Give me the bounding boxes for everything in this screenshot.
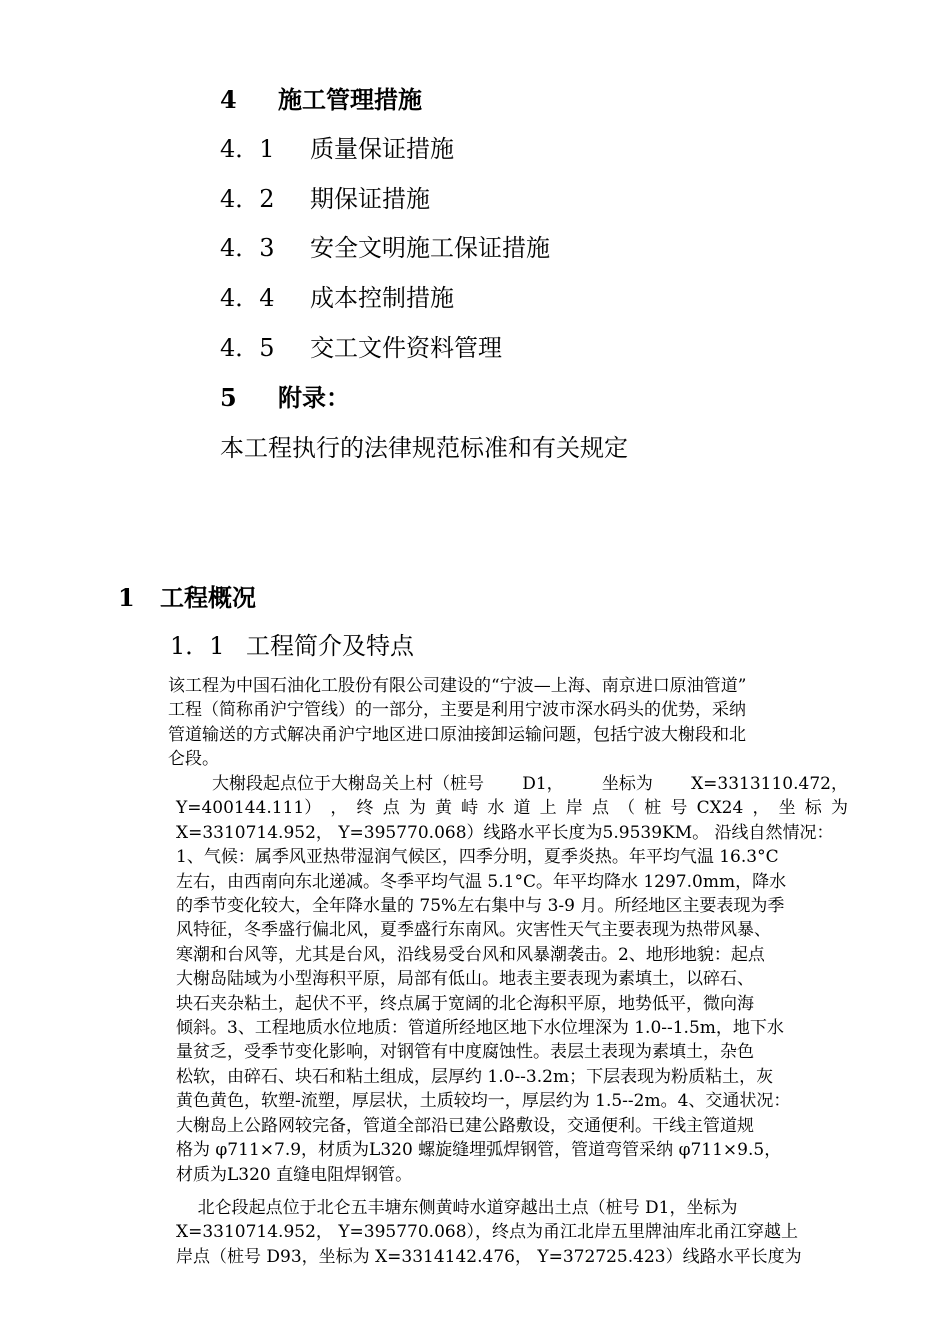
toc-item-title: 安全文明施工保证措施 [310,234,550,262]
text-fragment: 坐 [778,798,796,819]
toc-section-5-title: 附录： [278,383,350,412]
text-fragment: 峙 [461,798,479,819]
text-line: 1、气候：属季风亚热带湿润气候区，四季分明，夏季炎热。年平均气温 16.3°C [176,847,779,868]
text-fragment: 为 [830,798,848,819]
text-fragment: 坐标为 [601,774,653,794]
text-line: 材质为L320 直缝电阻焊钢管。 [176,1164,413,1185]
text-line [176,796,848,820]
toc-item-4-5 [220,332,502,364]
text-line: 仑段。 [168,749,219,770]
toc-item-4-1 [220,133,454,165]
heading-1 [118,582,256,614]
text-line [176,772,848,796]
text-line: 格为 φ711×7.9，材质为L320 螺旋缝埋弧焊钢管，管道弯管采纳 φ711×9.5， [176,1140,782,1161]
text-fragment: ， [330,798,348,819]
text-fragment: 岸 [565,798,583,819]
text-line: 岸点（桩号 D93，坐标为 X=3314142.476， Y=372725.423）线路水平长度为 [176,1246,802,1267]
text-line: 大榭岛陆域为小型海积平原，局部有低山。地表主要表现为素填土，以碎石、 [176,969,754,990]
text-line: 大榭岛上公路网较完备，管道全部沿已建公路敷设，交通便利。干线主管道规 [176,1115,754,1136]
text-line: 松软，由碎石、块石和粘土组成，层厚约 1.0--3.2m；下层表现为粉质粘土，灰 [176,1066,774,1087]
paragraph-daxie-section [176,772,848,1187]
toc-section-4-number: 4 [220,85,237,114]
text-line: 寒潮和台风等，尤其是台风，沿线易受台风和风暴潮袭击。2、地形地貌：起点 [176,944,765,965]
text-fragment: 点 [382,798,400,819]
text-line: X=3310714.952， Y=395770.068）线路水平长度为5.9539KM。 沿线自然情况： [176,822,834,843]
text-line: 北仑段起点位于北仑五丰塘东侧黄峙水道穿越出土点（桩号 D1，坐标为 [176,1198,738,1218]
toc-item-title: 质量保证措施 [310,135,454,163]
toc-section-5 [220,382,350,414]
toc-item-title: 期保证措施 [310,185,430,213]
text-fragment: X=3313110.472， [691,774,848,794]
text-line: 块石夹杂粘土，起伏不平，终点属于宽阔的北仑海积平原，地势低平，微向海 [176,993,754,1014]
text-fragment: （ [618,798,636,819]
toc-item-number: 4．3 [220,234,275,262]
text-line: 倾斜。3、工程地质水位地质：管道所经地区地下水位埋深为 1.0--1.5m，地下水 [176,1018,784,1039]
heading-1-1 [170,630,414,662]
text-line: 工程（简称甬沪宁管线）的一部分，主要是利用宁波市深水码头的优势，采纳 [168,700,746,721]
text-line: 左右，由西南向东北递减。冬季平均气温 5.1°C。年平均降水 1297.0mm，降水 [176,871,787,892]
text-fragment: 号 [670,798,688,819]
text-fragment: 大榭段起点位于大榭岛关上村（桩号 [212,774,484,794]
heading-1-number: 1 [118,583,135,612]
text-line: 该工程为中国石油化工股份有限公司建设的“宁波—上海、南京进口原油管道” [168,676,747,696]
text-fragment: 道 [513,798,531,819]
text-fragment: 桩 [644,798,662,819]
toc-item-number: 4．5 [220,334,275,362]
text-fragment: 标 [804,798,822,819]
heading-1-1-title: 工程简介及特点 [246,632,414,660]
text-line: 量贫乏，受季节变化影响，对钢管有中度腐蚀性。表层土表现为素填土，杂色 [176,1042,754,1063]
heading-1-title: 工程概况 [160,583,256,612]
text-fragment: 终 [356,798,374,819]
text-fragment: 水 [487,798,505,819]
text-line: 管道输送的方式解决甬沪宁地区进口原油接卸运输问题，包括宁波大榭段和北 [168,724,746,745]
toc-item-title: 成本控制措施 [310,284,454,312]
text-fragment: 为 [408,798,426,819]
toc-item-title: 交工文件资料管理 [310,334,502,362]
text-line: X=3310714.952， Y=395770.068），终点为甬江北岸五里牌油库北甬江穿越上 [176,1222,799,1243]
text-fragment: D1， [522,774,564,794]
toc-section-4-title: 施工管理措施 [278,85,422,114]
toc-section-4 [220,84,422,116]
text-fragment: CX24 [696,798,744,819]
text-line: 的季节变化较大，全年降水量的 75%左右集中与 3-9 月。所经地区主要表现为季 [176,896,785,917]
toc-item-number: 4．4 [220,284,275,312]
text-fragment: Y=400144.111） [176,798,322,819]
text-line: 黄色黄色，软塑-流塑，厚层状，土质较均一，厚层约为 1.5--2m。4、交通状况： [176,1091,791,1112]
text-line: 风特征，冬季盛行偏北风，夏季盛行东南风。灾害性天气主要表现为热带风暴、 [176,920,771,941]
text-fragment: ， [752,798,770,819]
text-fragment: 上 [539,798,557,819]
toc-item-4-4 [220,282,454,314]
toc-appendix-item: 本工程执行的法律规范标准和有关规定 [220,434,628,462]
toc-item-4-2 [220,183,430,215]
toc-item-4-3 [220,232,550,264]
text-fragment: 黄 [435,798,452,819]
paragraph-beilun-section [176,1196,848,1269]
toc-section-5-number: 5 [220,383,237,412]
text-fragment: 点 [591,798,609,819]
heading-1-1-number: 1．1 [170,632,225,660]
paragraph-intro [168,674,848,772]
toc-item-number: 4．1 [220,135,275,163]
toc-item-number: 4．2 [220,185,275,213]
